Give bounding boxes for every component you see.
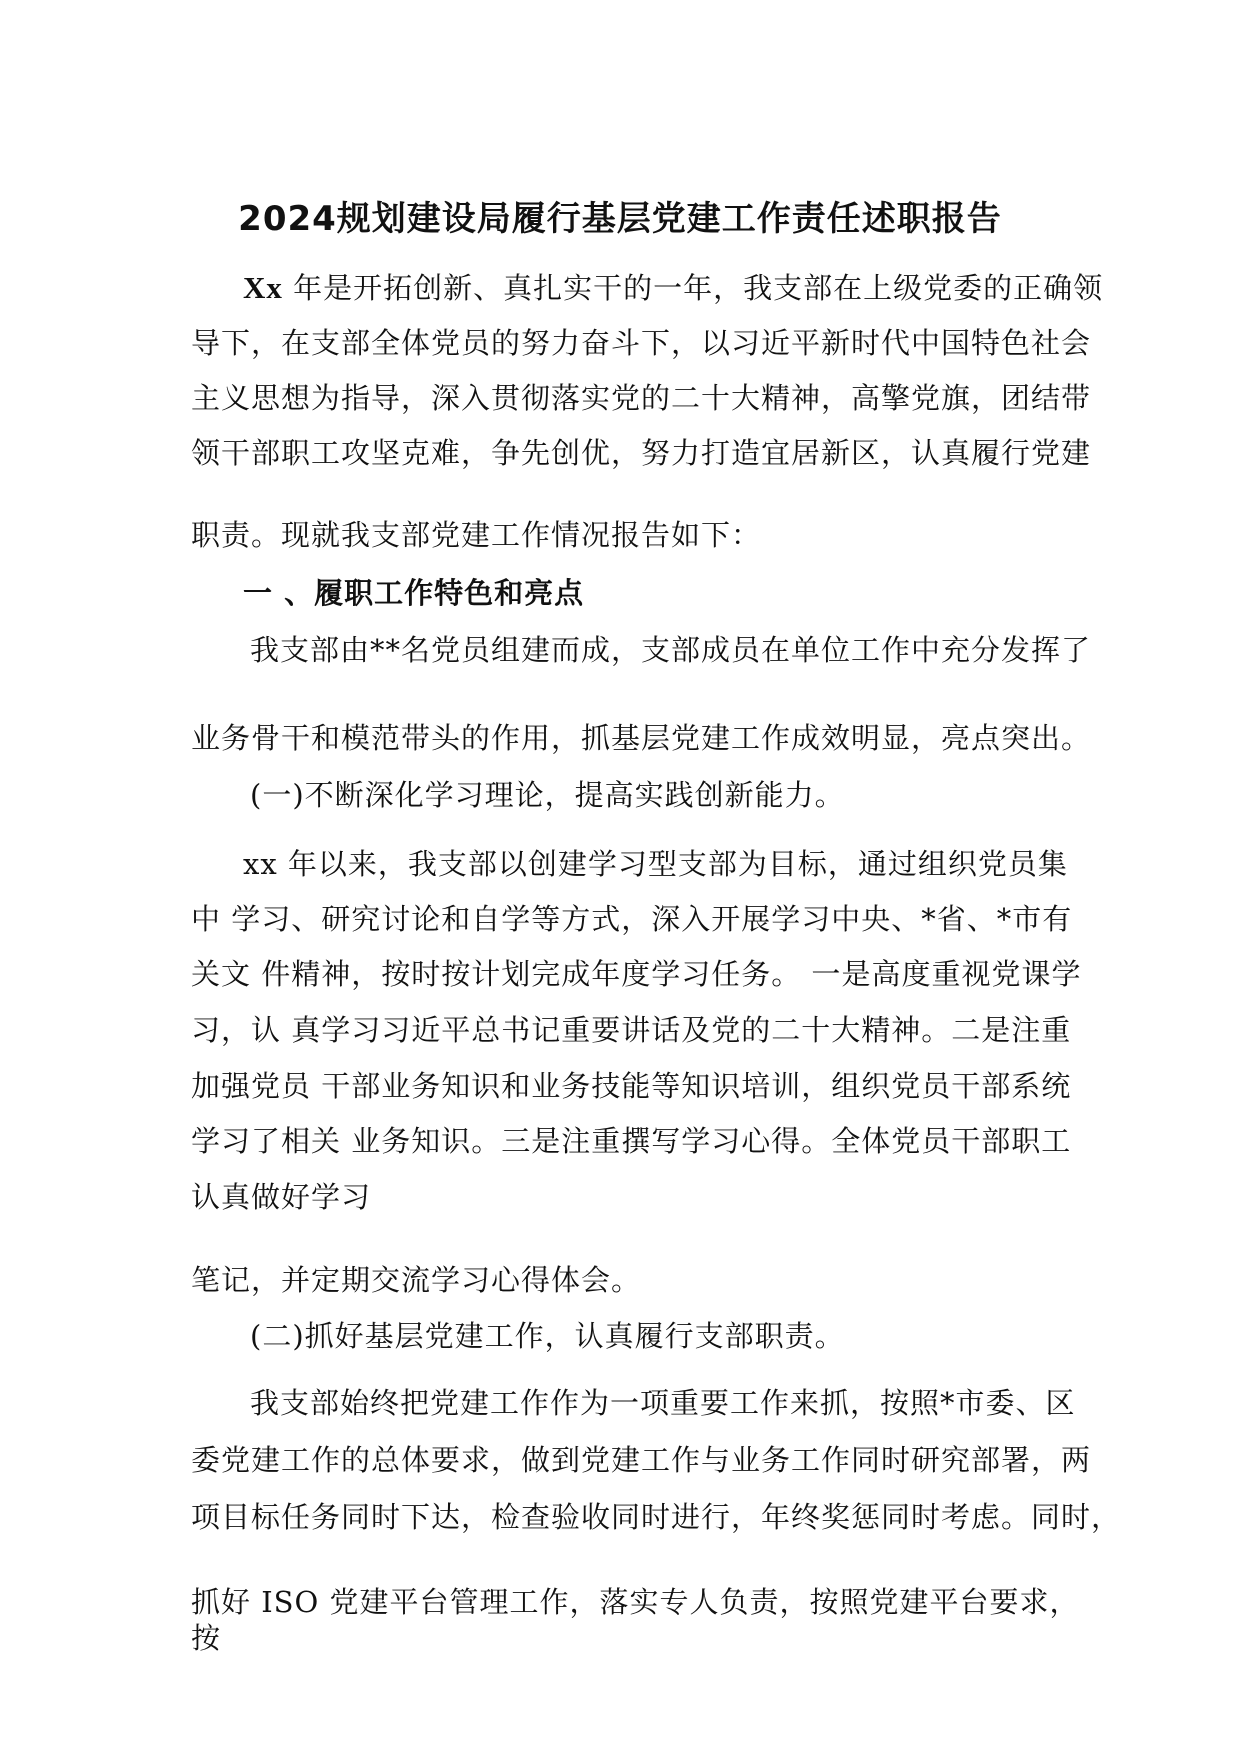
subsection-1-line-5: 加强党员 干部业务知识和业务技能等知识培训，组织党员干部系统 bbox=[191, 1069, 1072, 1103]
subsection-1-line-8: 笔记，并定期交流学习心得体会。 bbox=[191, 1263, 642, 1297]
subsection-1-line-2: 中 学习、研究讨论和自学等方式，深入开展学习中央、*省、*市有 bbox=[191, 902, 1073, 936]
subsection-1-line-7: 认真做好学习 bbox=[191, 1180, 372, 1214]
subsection-1-line-1: xx 年以来，我支部以创建学习型支部为目标，通过组织党员集 bbox=[243, 847, 1068, 881]
subsection-1-line-6: 学习了相关 业务知识。三是注重撰写学习心得。全体党员干部职工 bbox=[191, 1124, 1072, 1158]
section-1-heading: 一 、履职工作特色和亮点 bbox=[243, 576, 585, 610]
section-1-line-2: 业务骨干和模范带头的作用，抓基层党建工作成效明显，亮点突出。 bbox=[191, 721, 1092, 755]
subsection-2-heading: (二)抓好基层党建工作，认真履行支部职责。 bbox=[250, 1319, 845, 1353]
subsection-2-line-1: 我支部始终把党建工作作为一项重要工作来抓，按照*市委、区 bbox=[250, 1386, 1076, 1420]
subsection-2-line-5: 按 bbox=[191, 1621, 222, 1655]
subsection-1-line-4: 习，认 真学习习近平总书记重要讲话及党的二十大精神。二是注重 bbox=[191, 1013, 1072, 1047]
intro-line-4: 领干部职工攻坚克难，争先创优，努力打造宜居新区，认真履行党建 bbox=[191, 436, 1092, 470]
subsection-1-heading: (一)不断深化学习理论，提高实践创新能力。 bbox=[250, 778, 845, 812]
intro-line-3: 主义思想为指导，深入贯彻落实党的二十大精神，高擎党旗，团结带 bbox=[191, 381, 1092, 415]
intro-line-5: 职责。现就我支部党建工作情况报告如下： bbox=[191, 518, 762, 552]
subsection-2-line-3: 项目标任务同时下达，检查验收同时进行，年终奖惩同时考虑。同时， bbox=[191, 1500, 1122, 1534]
subsection-1-line-3: 关文 件精神，按时按计划完成年度学习任务。 一是高度重视党课学 bbox=[191, 957, 1082, 991]
section-1-line-1: 我支部由**名党员组建而成，支部成员在单位工作中充分发挥了 bbox=[250, 633, 1092, 667]
subsection-2-line-4: 抓好 ISO 党建平台管理工作，落实专人负责，按照党建平台要求， bbox=[191, 1585, 1080, 1619]
document-title: 2024规划建设局履行基层党建工作责任述职报告 bbox=[238, 199, 1002, 239]
intro-line-1 bbox=[243, 268, 1103, 308]
intro-line-2: 导下，在支部全体党员的努力奋斗下，以习近平新时代中国特色社会 bbox=[191, 326, 1092, 360]
intro-lead: Xx bbox=[243, 270, 283, 305]
intro-line-1-text: 年是开拓创新、真扎实干的一年，我支部在上级党委的正确领 bbox=[293, 271, 1104, 305]
subsection-2-line-2: 委党建工作的总体要求，做到党建工作与业务工作同时研究部署，两 bbox=[191, 1443, 1092, 1477]
